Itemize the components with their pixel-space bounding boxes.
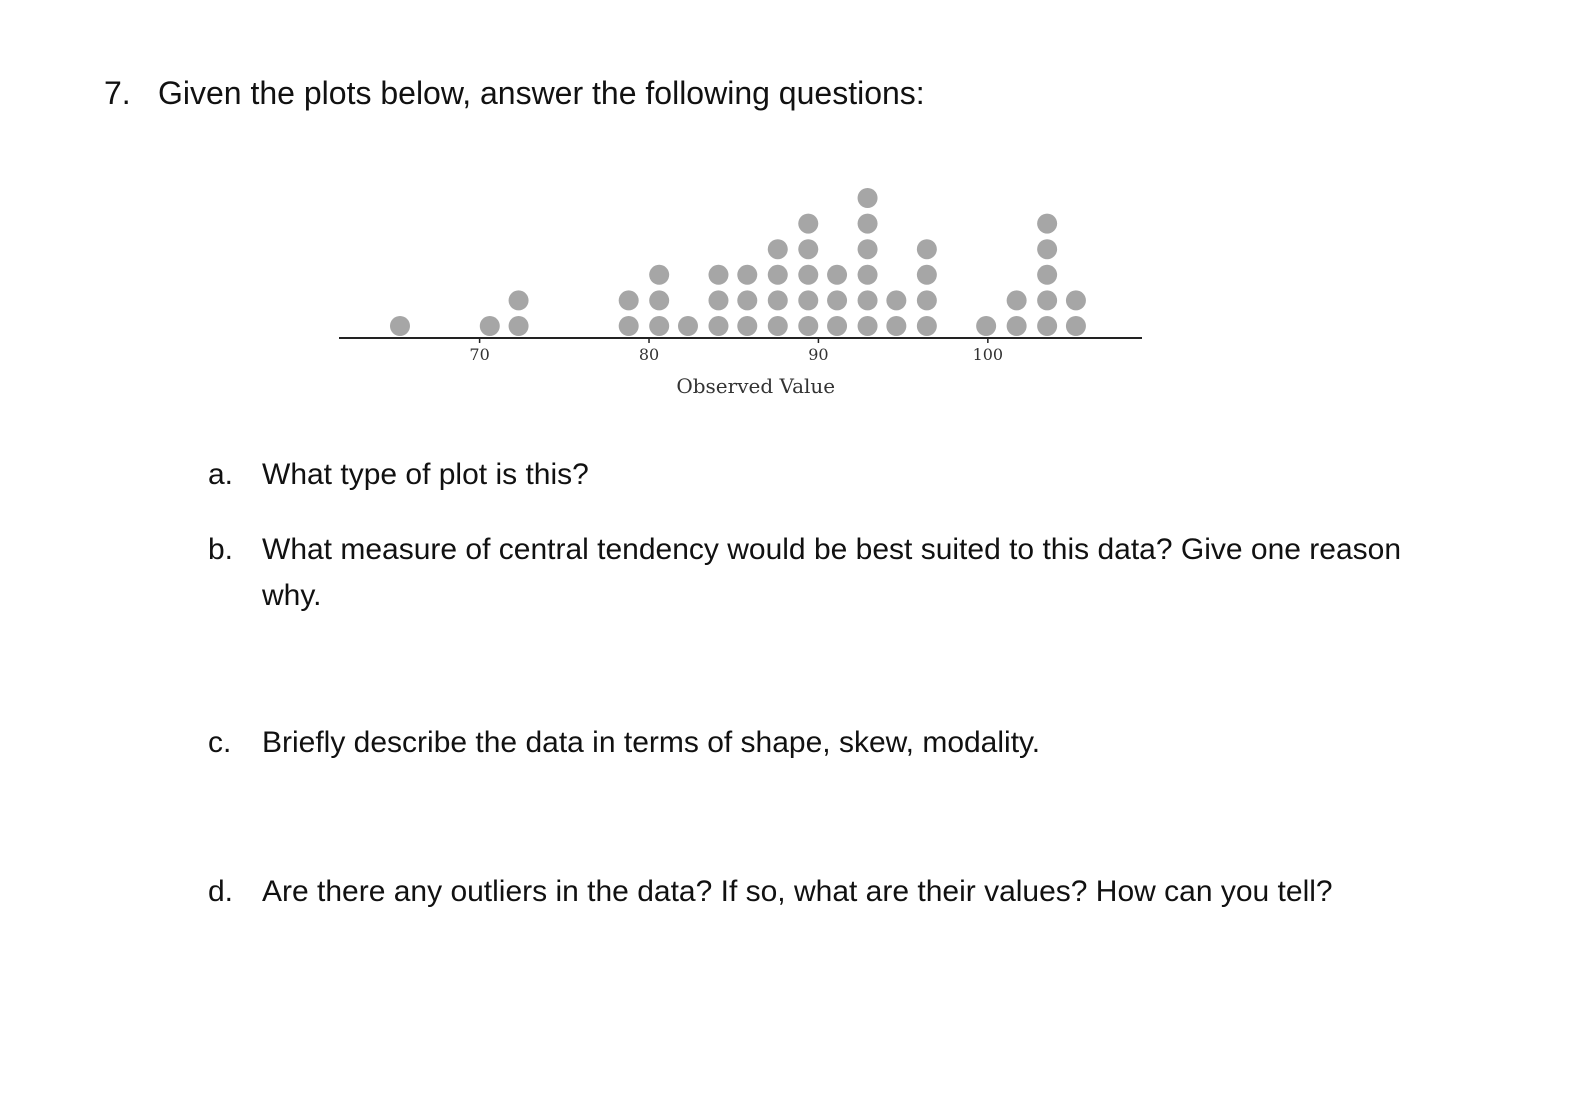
data-dot bbox=[886, 316, 906, 336]
data-dot bbox=[390, 316, 410, 336]
data-dot bbox=[1007, 290, 1027, 310]
question-prompt: Given the plots below, answer the following questions: bbox=[158, 75, 925, 111]
data-dot bbox=[917, 290, 937, 310]
sub-question-b bbox=[208, 527, 1402, 619]
data-dot bbox=[1037, 265, 1057, 285]
data-dot bbox=[678, 316, 698, 336]
data-dot bbox=[798, 239, 818, 259]
data-dot bbox=[798, 290, 818, 310]
data-dot bbox=[886, 290, 906, 310]
data-dot bbox=[858, 290, 878, 310]
sub-question-letter: b. bbox=[208, 533, 234, 566]
data-dot bbox=[798, 214, 818, 234]
x-tick-label: 100 bbox=[972, 345, 1004, 364]
data-dot bbox=[858, 239, 878, 259]
x-tick-label: 90 bbox=[808, 345, 829, 364]
data-dot bbox=[917, 316, 937, 336]
data-dot bbox=[619, 290, 639, 310]
data-dot bbox=[737, 265, 757, 285]
data-dot bbox=[798, 316, 818, 336]
data-dot bbox=[708, 290, 728, 310]
sub-question-c bbox=[208, 720, 1402, 766]
sub-question-text: Are there any outliers in the data? If so, what are their values? How can you tell? bbox=[262, 875, 1333, 908]
data-dot bbox=[509, 316, 529, 336]
data-dot bbox=[768, 316, 788, 336]
data-dot bbox=[858, 214, 878, 234]
data-dot bbox=[708, 265, 728, 285]
data-dot bbox=[708, 316, 728, 336]
data-dot bbox=[619, 316, 639, 336]
x-tick-label: 70 bbox=[469, 345, 490, 364]
data-dot bbox=[1007, 316, 1027, 336]
data-dot bbox=[858, 265, 878, 285]
sub-question-text: Briefly describe the data in terms of shape, skew, modality. bbox=[262, 726, 1041, 759]
data-dot bbox=[480, 316, 500, 336]
data-dot bbox=[917, 265, 937, 285]
sub-question-text: What type of plot is this? bbox=[262, 458, 589, 491]
data-dot bbox=[1066, 290, 1086, 310]
data-dot bbox=[509, 290, 529, 310]
data-dot bbox=[1037, 239, 1057, 259]
data-dot bbox=[798, 265, 818, 285]
data-dot bbox=[768, 239, 788, 259]
data-dot bbox=[737, 290, 757, 310]
data-dot bbox=[1037, 290, 1057, 310]
x-tick-label: 80 bbox=[638, 345, 660, 364]
sub-question-text: What measure of central tendency would be best suited to this data? Give one reason why. bbox=[262, 533, 1402, 612]
data-dot bbox=[649, 290, 669, 310]
data-dot bbox=[768, 290, 788, 310]
data-dot bbox=[858, 316, 878, 336]
data-dot bbox=[827, 265, 847, 285]
data-dot bbox=[1066, 316, 1086, 336]
sub-question-letter: c. bbox=[208, 726, 232, 759]
data-dot bbox=[737, 316, 757, 336]
data-dot bbox=[976, 316, 996, 336]
sub-question-letter: d. bbox=[208, 875, 234, 908]
data-dot bbox=[768, 265, 788, 285]
data-dot bbox=[1037, 316, 1057, 336]
sub-question-d bbox=[208, 869, 1462, 915]
data-dot bbox=[1037, 214, 1057, 234]
dot-plot-svg bbox=[0, 0, 1570, 420]
data-dot bbox=[649, 316, 669, 336]
data-dot bbox=[858, 188, 878, 208]
data-dot bbox=[917, 239, 937, 259]
sub-question-letter: a. bbox=[208, 458, 234, 491]
sub-question-a bbox=[208, 452, 1402, 498]
x-axis-label: Observed Value bbox=[676, 374, 836, 398]
question-number: 7. bbox=[104, 75, 131, 111]
data-dot bbox=[827, 290, 847, 310]
data-dot bbox=[649, 265, 669, 285]
data-dot bbox=[827, 316, 847, 336]
dot-plot bbox=[0, 0, 1570, 420]
